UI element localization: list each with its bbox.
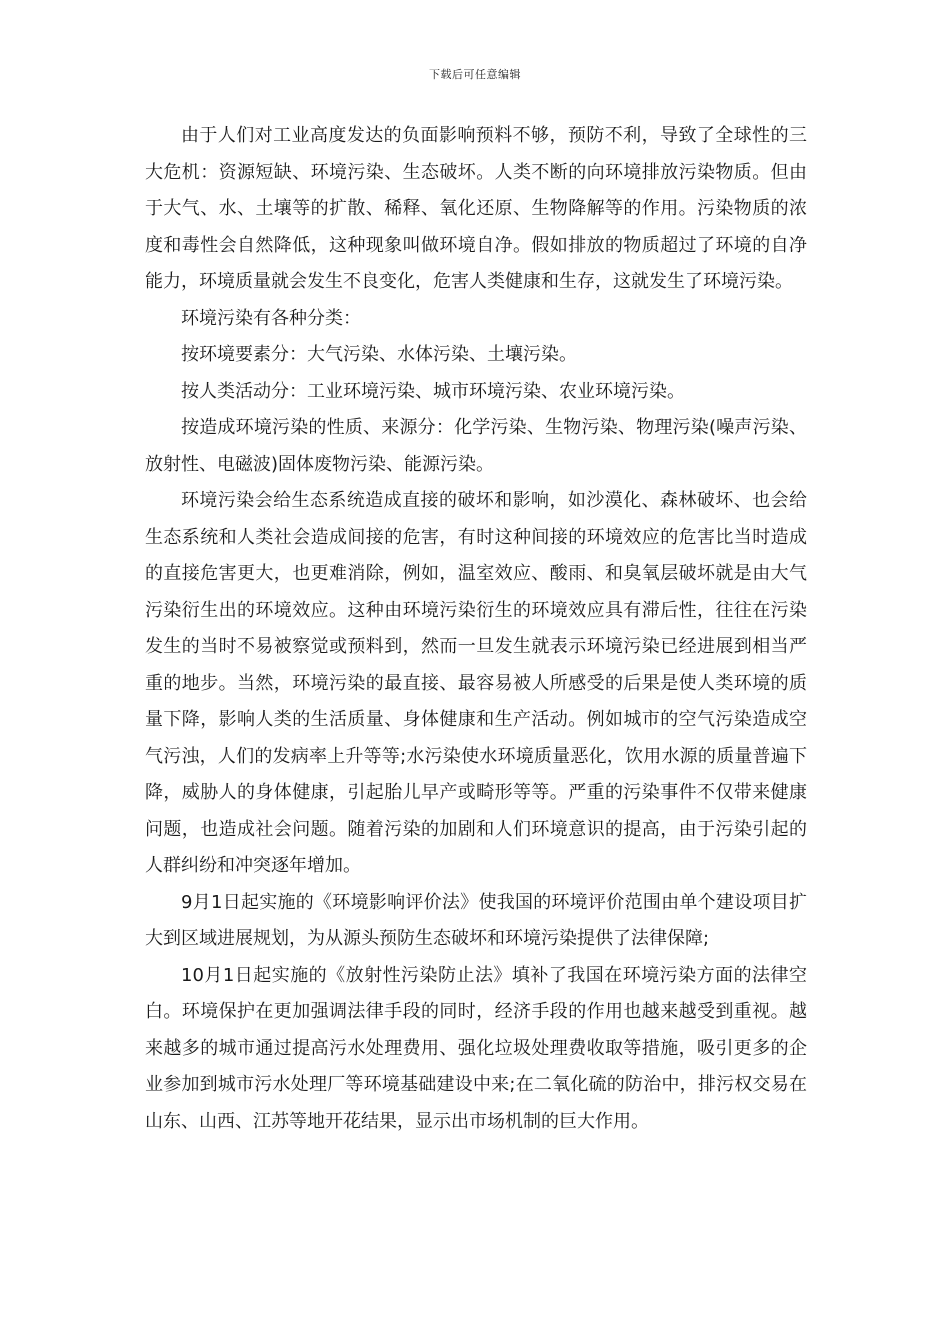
paragraph-by-source: 按造成环境污染的性质、来源分：化学污染、生物污染、物理污染(噪声污染、放射性、电磁波)固体废物污染、能源污染。 <box>145 417 807 475</box>
document-body <box>145 118 807 1140</box>
paragraph-by-activity: 按人类活动分：工业环境污染、城市环境污染、农业环境污染。 <box>181 380 685 402</box>
paragraph-classification-heading: 环境污染有各种分类： <box>181 307 361 329</box>
paragraph-eia-law: 9月1日起实施的《环境影响评价法》使我国的环境评价范围由单个建设项目扩大到区域进展规划，为从源头预防生态破坏和环境污染提供了法律保障; <box>145 891 807 949</box>
page-header: 下载后可任意编辑 <box>429 68 521 81</box>
paragraph-by-element: 按环境要素分：大气污染、水体污染、土壤污染。 <box>181 344 577 365</box>
paragraph-radiation-law: 10月1日起实施的《放射性污染防止法》填补了我国在环境污染方面的法律空白。环境保护在更加强调法律手段的同时，经济手段的作用也越来越受到重视。越来越多的城市通过提高污水处理费用、强化垃圾处理费收取等措施，吸引更多的企业参加到城市污水处理厂等环境基础建设中来;在二氧化硫的防治中，排污权交易在山东、山西、江苏等地开花结果，显示出市场机制的巨大作用。 <box>145 964 807 1132</box>
paragraph-effects: 环境污染会给生态系统造成直接的破坏和影响，如沙漠化、森林破坏、也会给生态系统和人类社会造成间接的危害，有时这种间接的环境效应的危害比当时造成的直接危害更大，也更难消除，例如，温室效应、酸雨、和臭氧层破坏就是由大气污染衍生出的环境效应。这种由环境污染衍生的环境效应具有滞后性，往往在污染发生的当时不易被察觉或预料到，然而一旦发生就表示环境污染已经进展到相当严重的地步。当然，环境污染的最直接、最容易被人所感受的后果是使人类环境的质量下降，影响人类的生活质量、身体健康和生产活动。例如城市的空气污染造成空气污浊，人们的发病率上升等等;水污染使水环境质量恶化，饮用水源的质量普遍下降，威胁人的身体健康，引起胎儿早产或畸形等等。严重的污染事件不仅带来健康问题，也造成社会问题。随着污染的加剧和人们环境意识的提高，由于污染引起的人群纠纷和冲突逐年增加。 <box>145 490 807 876</box>
paragraph-intro: 由于人们对工业高度发达的负面影响预料不够，预防不利，导致了全球性的三大危机：资源短缺、环境污染、生态破坏。人类不断的向环境排放污染物质。但由于大气、水、土壤等的扩散、稀释、氧化还原、生物降解等的作用。污染物质的浓度和毒性会自然降低，这种现象叫做环境自净。假如排放的物质超过了环境的自净能力，环境质量就会发生不良变化，危害人类健康和生存，这就发生了环境污染。 <box>145 125 807 292</box>
